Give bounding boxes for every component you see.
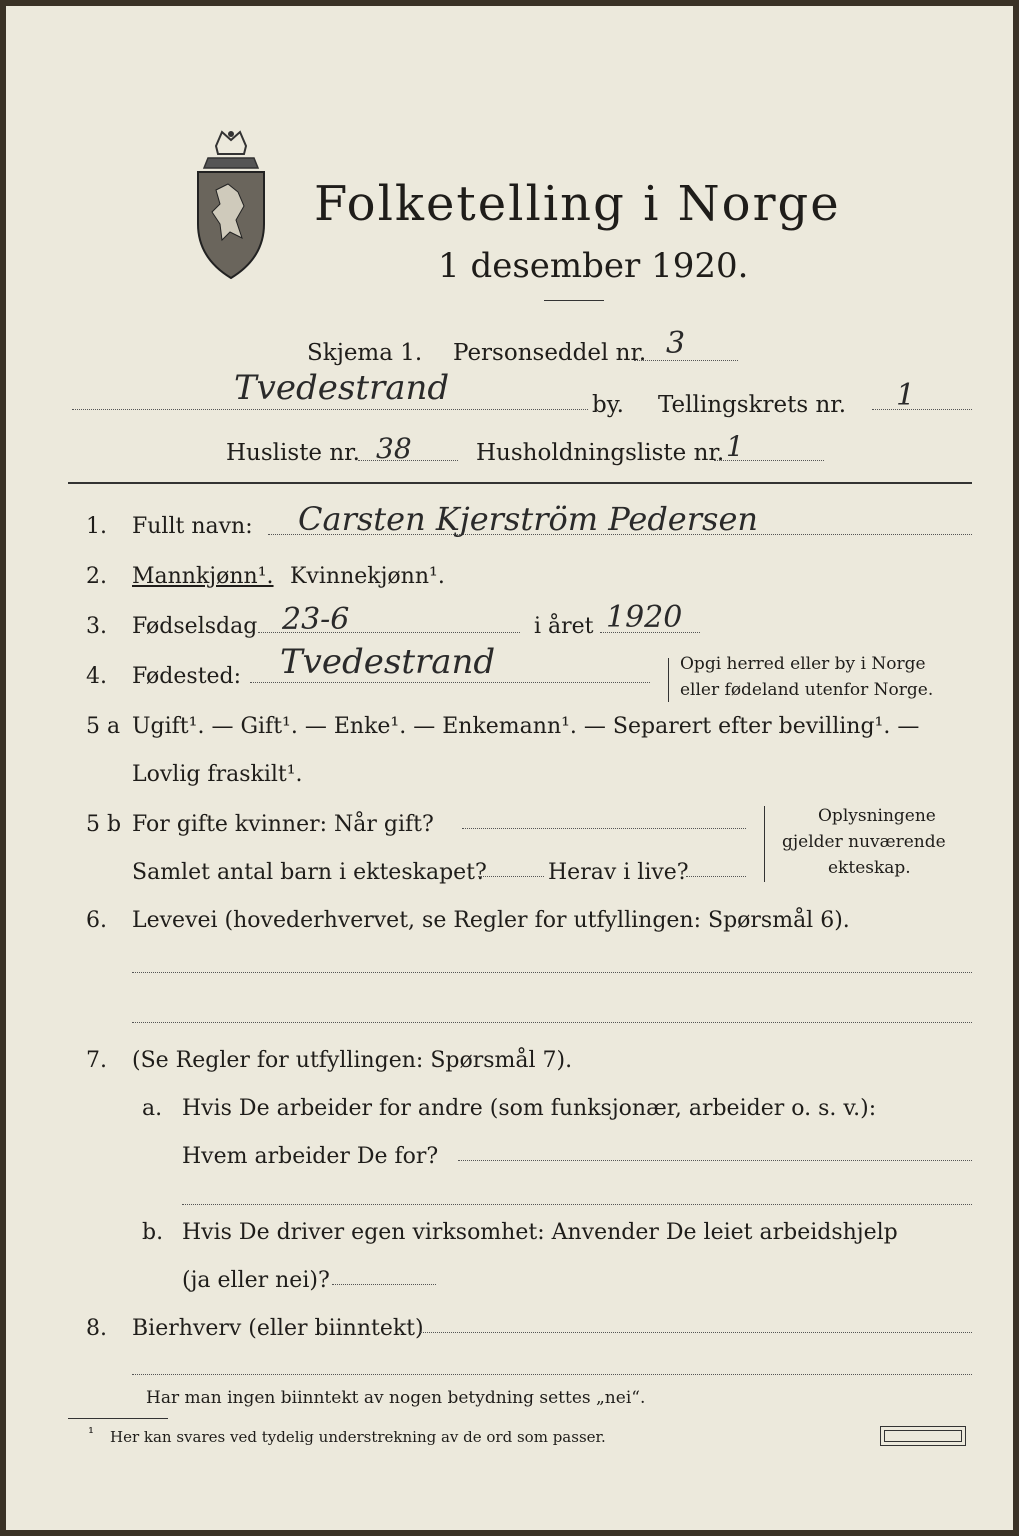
title-divider	[544, 300, 604, 301]
q7b-line1: Hvis De driver egen virksomhet: Anvender De leiet arbeidshjelp	[182, 1220, 898, 1245]
q4-note-brace	[668, 658, 669, 702]
q3-year-value[interactable]: 1920	[606, 600, 683, 635]
q6-label: Levevei (hovederhvervet, se Regler for utfyllingen: Spørsmål 6).	[132, 908, 850, 933]
q5b-note-line3: ekteskap.	[828, 858, 911, 878]
q5b-label-married: For gifte kvinner: Når gift?	[132, 812, 434, 837]
footnote-text: Her kan svares ved tydelig understrekning av de ord som passer.	[110, 1428, 606, 1446]
q7b-letter: b.	[142, 1220, 164, 1245]
husholdning-value[interactable]: 1	[726, 430, 744, 463]
q7b-field-line	[332, 1284, 436, 1285]
coat-of-arms-icon	[186, 128, 276, 284]
q3-year-label: i året	[534, 614, 594, 639]
husliste-value[interactable]: 38	[376, 432, 412, 465]
q5b-children-field-line	[478, 876, 544, 877]
q1-number: 1.	[86, 514, 107, 539]
town-field-line	[72, 409, 588, 410]
q1-label: Fullt navn:	[132, 514, 253, 539]
q5a-number: 5 a	[86, 714, 121, 739]
q7a-field-line1	[458, 1160, 972, 1161]
by-label: by.	[592, 392, 624, 418]
q5b-married-field-line	[462, 828, 746, 829]
census-date: 1 desember 1920.	[438, 246, 749, 286]
footnote-rule	[68, 1418, 168, 1419]
husholdning-label: Husholdningsliste nr.	[476, 440, 725, 466]
q5b-note-brace	[764, 806, 765, 882]
note-no-income: Har man ingen biinntekt av nogen betydning settes „nei“.	[146, 1388, 646, 1408]
q5b-number: 5 b	[86, 812, 122, 837]
q3-birthday-value[interactable]: 23-6	[282, 602, 350, 637]
footnote-mark: ¹	[88, 1424, 95, 1442]
q6-number: 6.	[86, 908, 107, 933]
q5b-note-line1: Oplysningene	[818, 806, 936, 826]
form-title: Folketelling i Norge	[314, 176, 841, 232]
q5b-label-children: Samlet antal barn i ekteskapet?	[132, 860, 487, 885]
personseddel-label: Personseddel nr.	[453, 340, 647, 366]
q6-field-line2	[132, 1022, 972, 1023]
q8-field-line1	[420, 1332, 972, 1333]
tellingskrets-value[interactable]: 1	[896, 378, 916, 413]
q5b-alive-field-line	[686, 876, 746, 877]
q2-number: 2.	[86, 564, 107, 589]
q4-note-line2: eller fødeland utenfor Norge.	[680, 680, 934, 700]
tellingskrets-label: Tellingskrets nr.	[658, 392, 847, 418]
q4-note-line1: Opgi herred eller by i Norge	[680, 654, 926, 674]
q5b-note-line2: gjelder nuværende	[782, 832, 946, 852]
q2-female-option[interactable]: Kvinnekjønn¹.	[290, 564, 445, 589]
q5a-options[interactable]: Ugift¹. — Gift¹. — Enke¹. — Enkemann¹. — Separert efter bevilling¹. —	[132, 714, 920, 739]
q7a-line1: Hvis De arbeider for andre (som funksjonær, arbeider o. s. v.):	[182, 1096, 877, 1121]
q4-birthplace-value[interactable]: Tvedestrand	[280, 642, 496, 682]
husliste-label: Husliste nr.	[226, 440, 360, 466]
census-form-page	[6, 6, 1013, 1530]
q7a-field-line2	[182, 1204, 972, 1205]
q5a-options-cont[interactable]: Lovlig fraskilt¹.	[132, 762, 303, 787]
header-separator	[68, 482, 972, 484]
q7a-line2: Hvem arbeider De for?	[182, 1144, 439, 1169]
q8-label: Bierhverv (eller biinntekt)	[132, 1316, 424, 1341]
q4-number: 4.	[86, 664, 107, 689]
q4-field-line	[250, 682, 650, 683]
schema-label: Skjema 1.	[307, 340, 423, 366]
q7a-letter: a.	[142, 1096, 163, 1121]
q7b-line2: (ja eller nei)?	[182, 1268, 330, 1293]
tellingskrets-field-line	[872, 409, 972, 410]
q7-label: (Se Regler for utfyllingen: Spørsmål 7).	[132, 1048, 573, 1073]
town-value[interactable]: Tvedestrand	[234, 368, 450, 408]
q3-number: 3.	[86, 614, 107, 639]
q5b-label-alive: Herav i live?	[548, 860, 689, 885]
q4-label: Fødested:	[132, 664, 242, 689]
q1-name-value[interactable]: Carsten Kjerström Pedersen	[298, 500, 758, 538]
q6-field-line1	[132, 972, 972, 973]
q2-male-option[interactable]: Mannkjønn¹.	[132, 564, 274, 589]
personseddel-value[interactable]: 3	[666, 326, 686, 361]
q8-number: 8.	[86, 1316, 107, 1341]
personseddel-field-line	[634, 360, 738, 361]
q7-number: 7.	[86, 1048, 107, 1073]
q8-field-line2	[132, 1374, 972, 1375]
q3-label: Fødselsdag	[132, 614, 258, 639]
printer-stamp-icon	[880, 1426, 966, 1446]
